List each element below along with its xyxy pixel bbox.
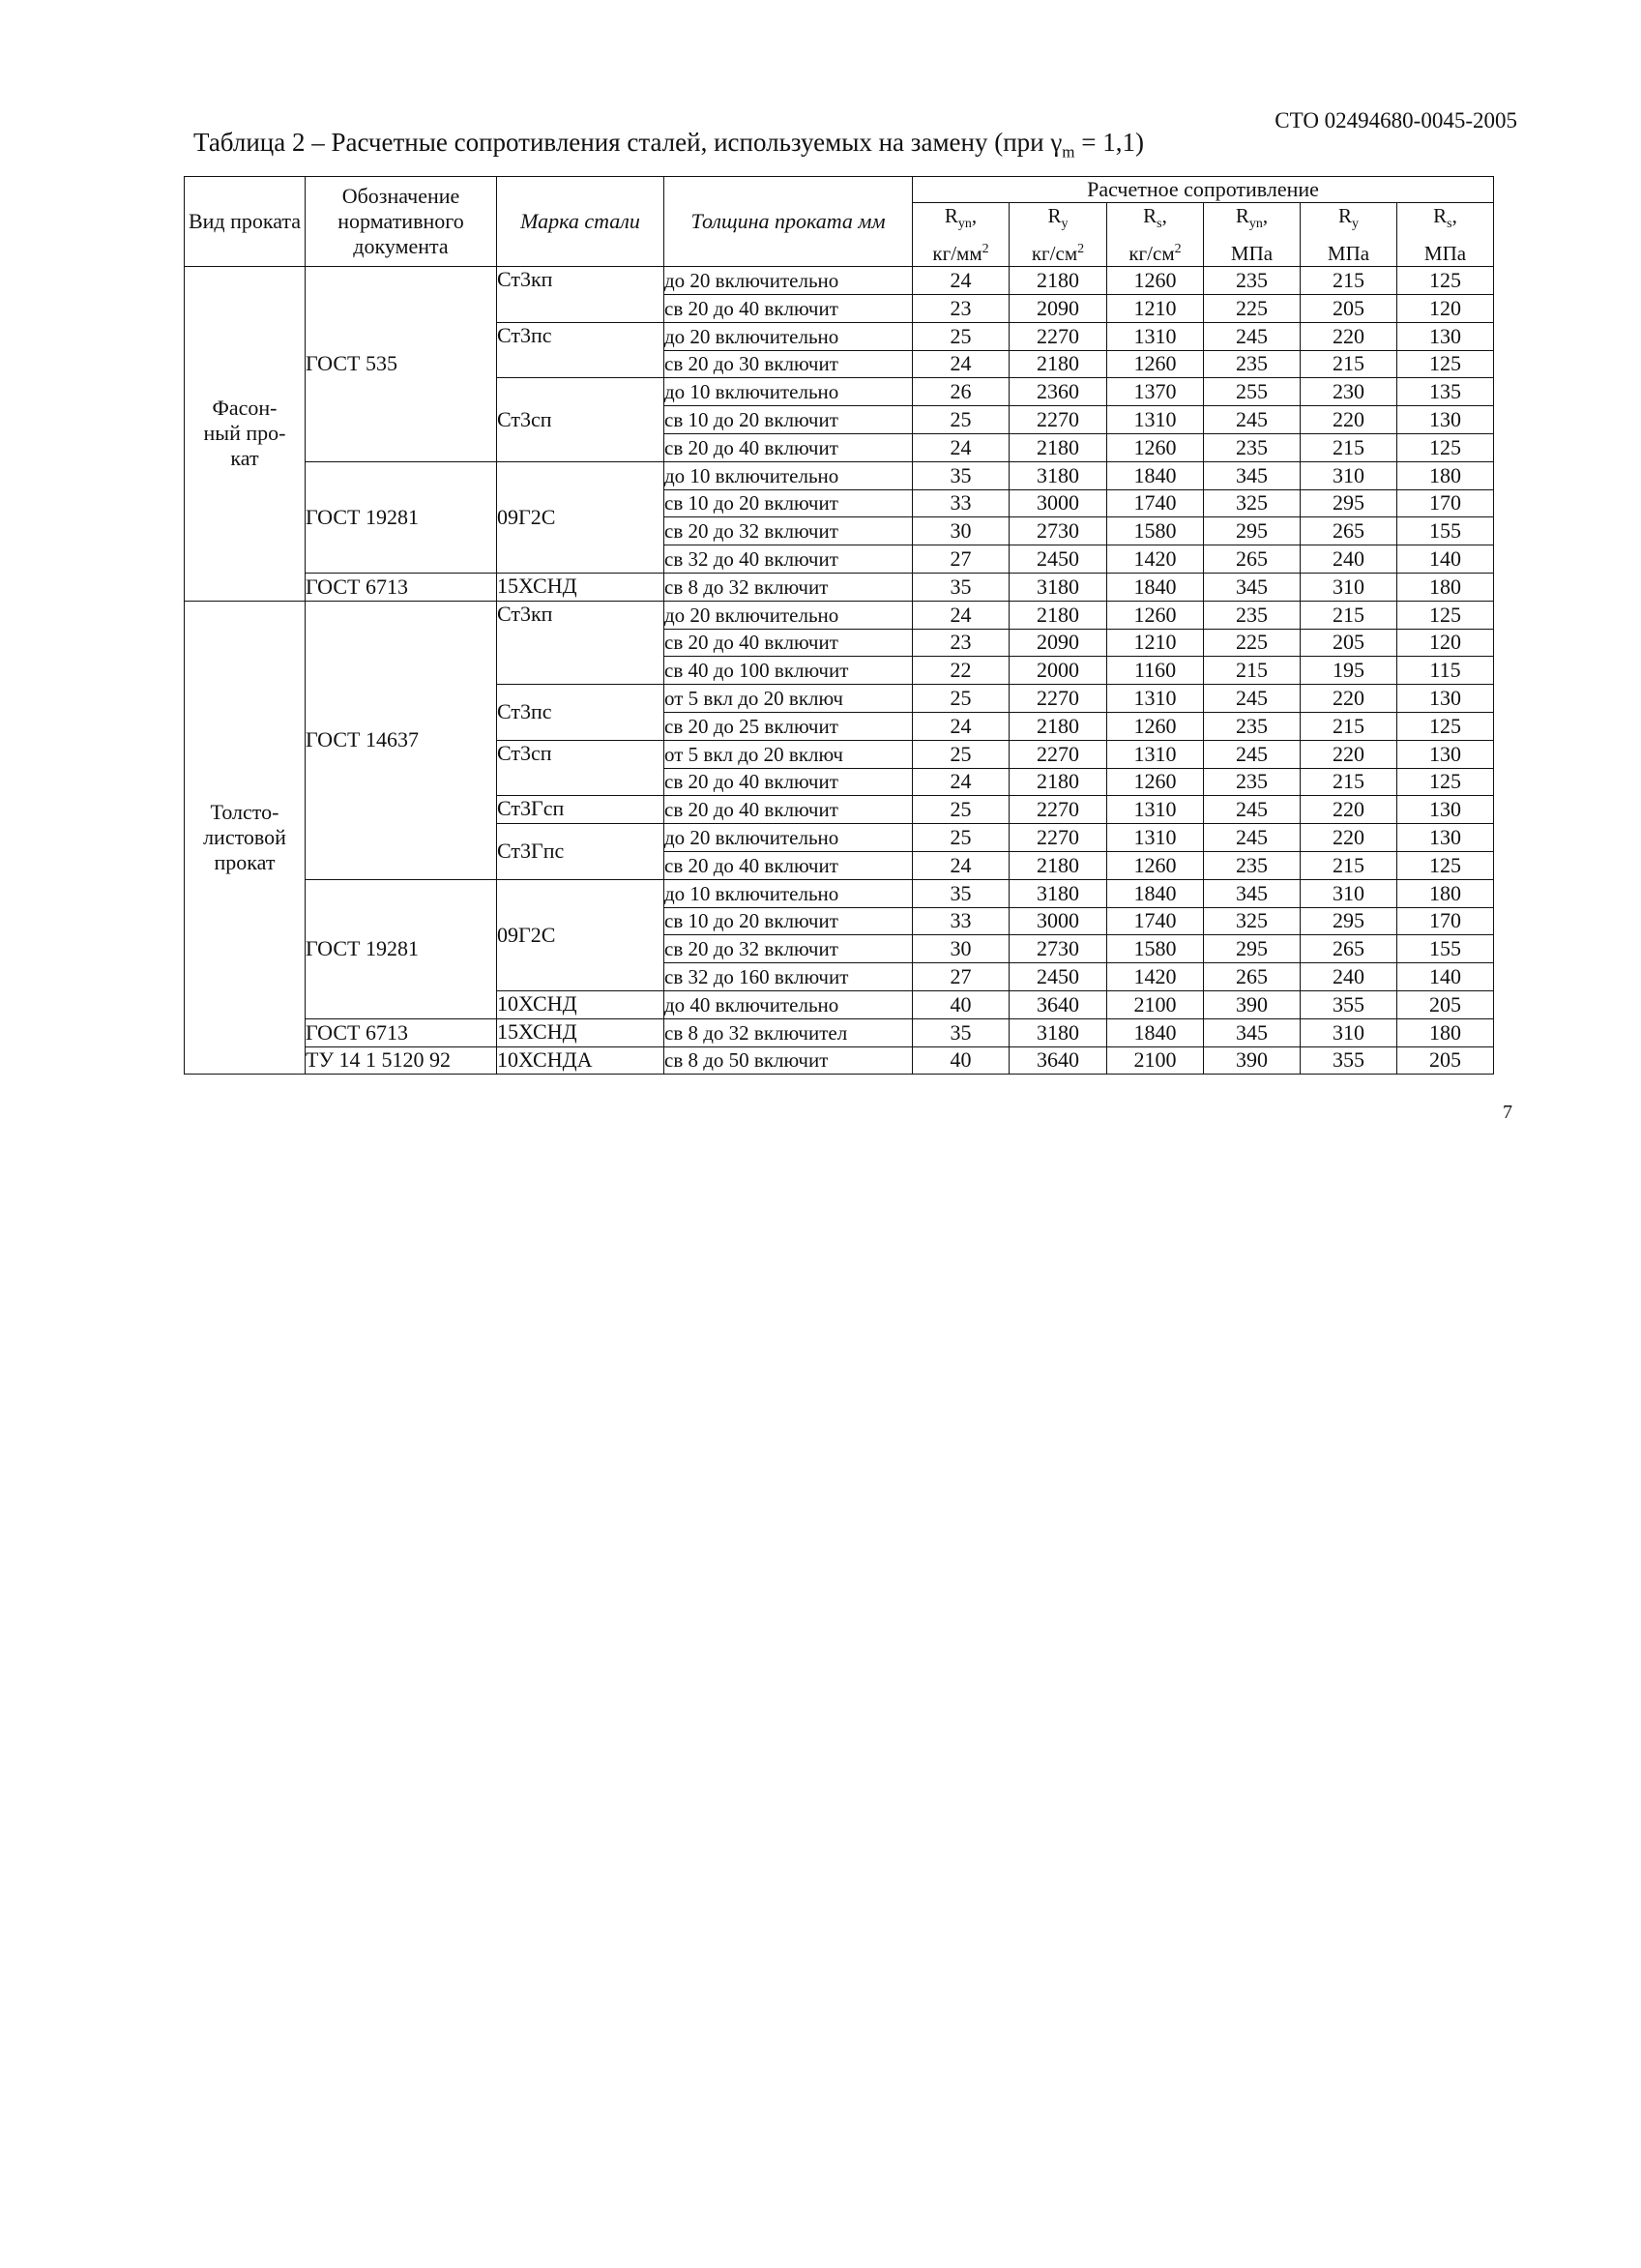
value-cell: 3000 xyxy=(1010,489,1107,517)
symbol: R xyxy=(944,204,958,227)
header-kind: Вид проката xyxy=(185,177,306,267)
value-cell: 2180 xyxy=(1010,601,1107,629)
value-cell: 1840 xyxy=(1107,461,1204,489)
symbol: R xyxy=(1143,204,1157,227)
value-cell: 33 xyxy=(913,489,1010,517)
symbol-separator: , xyxy=(971,204,978,227)
header-unit xyxy=(1107,237,1203,266)
value-cell: 245 xyxy=(1204,824,1301,852)
kind-line: Толсто- xyxy=(210,800,279,825)
table-body xyxy=(185,267,1494,1075)
value-cell: 215 xyxy=(1301,350,1397,378)
thickness-cell: св 20 до 40 включит xyxy=(664,294,913,322)
value-cell: 235 xyxy=(1204,350,1301,378)
value-cell: 325 xyxy=(1204,907,1301,935)
value-cell: 25 xyxy=(913,796,1010,824)
value-cell: 2270 xyxy=(1010,322,1107,350)
value-cell: 235 xyxy=(1204,433,1301,461)
thickness-cell: св 20 до 40 включит xyxy=(664,629,913,657)
value-cell: 245 xyxy=(1204,740,1301,768)
table-row xyxy=(185,461,1494,489)
thickness-cell: св 8 до 50 включит xyxy=(664,1046,913,1075)
value-cell: 245 xyxy=(1204,685,1301,713)
table-row xyxy=(185,1018,1494,1046)
value-cell: 1260 xyxy=(1107,350,1204,378)
value-cell: 2450 xyxy=(1010,545,1107,574)
symbol: R xyxy=(1433,204,1448,227)
header-symbol xyxy=(1301,203,1396,237)
thickness-cell: до 10 включительно xyxy=(664,378,913,406)
symbol: R xyxy=(1047,204,1062,227)
value-cell: 355 xyxy=(1301,1046,1397,1075)
header-unit-4 xyxy=(1301,203,1397,267)
symbol-subscript: s xyxy=(1447,217,1452,232)
thickness-cell: от 5 вкл до 20 включ xyxy=(664,740,913,768)
unit: кг/см xyxy=(1128,242,1175,266)
value-cell: 2270 xyxy=(1010,685,1107,713)
value-cell: 345 xyxy=(1204,573,1301,601)
grade-cell: Ст3сп xyxy=(497,378,664,461)
symbol: R xyxy=(1235,204,1249,227)
value-cell: 180 xyxy=(1397,461,1494,489)
thickness-cell: до 20 включительно xyxy=(664,322,913,350)
value-cell: 130 xyxy=(1397,322,1494,350)
thickness-cell: св 8 до 32 включител xyxy=(664,1018,913,1046)
table-row xyxy=(185,267,1494,295)
value-cell: 25 xyxy=(913,322,1010,350)
header-unit-3 xyxy=(1204,203,1301,267)
kind-line: листовой xyxy=(203,825,286,850)
value-cell: 35 xyxy=(913,879,1010,907)
value-cell: 1310 xyxy=(1107,740,1204,768)
value-cell: 1310 xyxy=(1107,685,1204,713)
symbol-subscript: y xyxy=(1061,217,1069,232)
value-cell: 170 xyxy=(1397,907,1494,935)
thickness-cell: св 20 до 32 включит xyxy=(664,517,913,545)
value-cell: 325 xyxy=(1204,489,1301,517)
value-cell: 130 xyxy=(1397,685,1494,713)
value-cell: 235 xyxy=(1204,601,1301,629)
unit: МПа xyxy=(1423,242,1467,266)
value-cell: 180 xyxy=(1397,879,1494,907)
value-cell: 35 xyxy=(913,1018,1010,1046)
value-cell: 2180 xyxy=(1010,433,1107,461)
symbol: R xyxy=(1337,204,1352,227)
header-grade: Марка стали xyxy=(497,177,664,267)
symbol-subscript: yn xyxy=(1248,217,1263,232)
value-cell: 140 xyxy=(1397,545,1494,574)
value-cell: 1260 xyxy=(1107,712,1204,740)
grade-cell: Ст3Гсп xyxy=(497,796,664,824)
thickness-cell: св 20 до 40 включит xyxy=(664,433,913,461)
value-cell: 25 xyxy=(913,685,1010,713)
thickness-cell: св 20 до 30 включит xyxy=(664,350,913,378)
value-cell: 1210 xyxy=(1107,294,1204,322)
header-symbol xyxy=(1397,203,1493,237)
value-cell: 40 xyxy=(913,1046,1010,1075)
symbol-separator: , xyxy=(1451,204,1457,227)
value-cell: 235 xyxy=(1204,267,1301,295)
value-cell: 1260 xyxy=(1107,433,1204,461)
value-cell: 205 xyxy=(1301,294,1397,322)
value-cell: 310 xyxy=(1301,461,1397,489)
value-cell: 220 xyxy=(1301,685,1397,713)
thickness-cell: св 10 до 20 включит xyxy=(664,406,913,434)
thickness-cell: св 20 до 25 включит xyxy=(664,712,913,740)
value-cell: 1310 xyxy=(1107,322,1204,350)
page-number: 7 xyxy=(1503,1102,1512,1123)
value-cell: 25 xyxy=(913,824,1010,852)
value-cell: 3180 xyxy=(1010,879,1107,907)
value-cell: 180 xyxy=(1397,573,1494,601)
value-cell: 24 xyxy=(913,768,1010,796)
value-cell: 155 xyxy=(1397,517,1494,545)
value-cell: 205 xyxy=(1397,1046,1494,1075)
value-cell: 230 xyxy=(1301,378,1397,406)
value-cell: 205 xyxy=(1397,990,1494,1018)
value-cell: 1260 xyxy=(1107,768,1204,796)
unit: кг/мм xyxy=(932,242,982,266)
grade-cell: 09Г2С xyxy=(497,879,664,990)
grade-cell: Ст3пс xyxy=(497,685,664,741)
kind-cell xyxy=(185,267,306,602)
value-cell: 2270 xyxy=(1010,740,1107,768)
header-unit-0 xyxy=(913,203,1010,267)
symbol-separator: , xyxy=(1161,204,1167,227)
table-row xyxy=(185,601,1494,629)
value-cell: 245 xyxy=(1204,322,1301,350)
doc-cell: ГОСТ 19281 xyxy=(306,461,497,573)
thickness-cell: св 10 до 20 включит xyxy=(664,907,913,935)
value-cell: 215 xyxy=(1301,851,1397,879)
value-cell: 30 xyxy=(913,935,1010,963)
value-cell: 23 xyxy=(913,294,1010,322)
value-cell: 2180 xyxy=(1010,267,1107,295)
value-cell: 240 xyxy=(1301,963,1397,991)
value-cell: 125 xyxy=(1397,350,1494,378)
symbol-subscript: y xyxy=(1352,217,1359,232)
value-cell: 140 xyxy=(1397,963,1494,991)
value-cell: 215 xyxy=(1301,712,1397,740)
value-cell: 220 xyxy=(1301,406,1397,434)
value-cell: 26 xyxy=(913,378,1010,406)
value-cell: 2000 xyxy=(1010,657,1107,685)
value-cell: 220 xyxy=(1301,740,1397,768)
value-cell: 120 xyxy=(1397,294,1494,322)
kind-line: ный про- xyxy=(203,421,286,446)
value-cell: 22 xyxy=(913,657,1010,685)
value-cell: 1260 xyxy=(1107,601,1204,629)
value-cell: 1310 xyxy=(1107,824,1204,852)
header-unit-1 xyxy=(1010,203,1107,267)
grade-cell: 09Г2С xyxy=(497,461,664,573)
value-cell: 125 xyxy=(1397,712,1494,740)
kind-cell xyxy=(185,601,306,1075)
grade-cell: 10ХСНД xyxy=(497,990,664,1018)
thickness-cell: до 40 включительно xyxy=(664,990,913,1018)
value-cell: 2100 xyxy=(1107,990,1204,1018)
grade-cell: Ст3кп xyxy=(497,267,664,323)
table-row xyxy=(185,879,1494,907)
thickness-cell: до 20 включительно xyxy=(664,267,913,295)
grade-cell: Ст3пс xyxy=(497,322,664,378)
unit-superscript: 2 xyxy=(1077,242,1085,257)
header-unit xyxy=(913,237,1009,266)
value-cell: 355 xyxy=(1301,990,1397,1018)
value-cell: 125 xyxy=(1397,851,1494,879)
doc-cell: ГОСТ 14637 xyxy=(306,601,497,879)
header-symbol xyxy=(1010,203,1106,237)
unit: МПа xyxy=(1327,242,1370,266)
value-cell: 265 xyxy=(1204,545,1301,574)
value-cell: 25 xyxy=(913,406,1010,434)
doc-cell: ГОСТ 19281 xyxy=(306,879,497,1018)
value-cell: 265 xyxy=(1301,517,1397,545)
thickness-cell: св 20 до 32 включит xyxy=(664,935,913,963)
symbol-subscript: s xyxy=(1157,217,1162,232)
value-cell: 130 xyxy=(1397,740,1494,768)
value-cell: 390 xyxy=(1204,990,1301,1018)
value-cell: 3640 xyxy=(1010,990,1107,1018)
value-cell: 215 xyxy=(1204,657,1301,685)
value-cell: 235 xyxy=(1204,851,1301,879)
thickness-cell: св 10 до 20 включит xyxy=(664,489,913,517)
value-cell: 2090 xyxy=(1010,294,1107,322)
value-cell: 24 xyxy=(913,712,1010,740)
value-cell: 345 xyxy=(1204,879,1301,907)
table-caption xyxy=(193,128,1144,162)
value-cell: 115 xyxy=(1397,657,1494,685)
value-cell: 130 xyxy=(1397,406,1494,434)
header-unit xyxy=(1397,237,1493,266)
header-resistance-group: Расчетное сопротивление xyxy=(913,177,1494,203)
value-cell: 125 xyxy=(1397,433,1494,461)
value-cell: 1160 xyxy=(1107,657,1204,685)
value-cell: 1840 xyxy=(1107,573,1204,601)
unit-superscript: 2 xyxy=(1174,242,1182,257)
value-cell: 135 xyxy=(1397,378,1494,406)
header-unit xyxy=(1010,237,1106,266)
table-row xyxy=(185,1046,1494,1075)
doc-cell: ГОСТ 6713 xyxy=(306,1018,497,1046)
thickness-cell: св 32 до 160 включит xyxy=(664,963,913,991)
value-cell: 24 xyxy=(913,267,1010,295)
value-cell: 1370 xyxy=(1107,378,1204,406)
value-cell: 1580 xyxy=(1107,935,1204,963)
document-code: СТО 02494680-0045-2005 xyxy=(1275,108,1517,133)
value-cell: 235 xyxy=(1204,712,1301,740)
value-cell: 1420 xyxy=(1107,545,1204,574)
value-cell: 27 xyxy=(913,545,1010,574)
value-cell: 1310 xyxy=(1107,406,1204,434)
value-cell: 30 xyxy=(913,517,1010,545)
header-doc: Обозначение нормативного документа xyxy=(306,177,497,267)
value-cell: 245 xyxy=(1204,796,1301,824)
value-cell: 3180 xyxy=(1010,573,1107,601)
value-cell: 2360 xyxy=(1010,378,1107,406)
header-symbol xyxy=(1107,203,1203,237)
grade-cell: Ст3Гпс xyxy=(497,824,664,880)
caption-suffix: = 1,1) xyxy=(1074,128,1144,157)
value-cell: 215 xyxy=(1301,433,1397,461)
value-cell: 1310 xyxy=(1107,796,1204,824)
value-cell: 2270 xyxy=(1010,824,1107,852)
value-cell: 33 xyxy=(913,907,1010,935)
symbol-subscript: yn xyxy=(957,217,972,232)
value-cell: 265 xyxy=(1204,963,1301,991)
header-unit xyxy=(1204,237,1300,266)
value-cell: 3180 xyxy=(1010,461,1107,489)
value-cell: 2180 xyxy=(1010,712,1107,740)
unit: МПа xyxy=(1230,242,1274,266)
value-cell: 1580 xyxy=(1107,517,1204,545)
header-unit-5 xyxy=(1397,203,1494,267)
header-thickness: Толщина проката мм xyxy=(664,177,913,267)
doc-cell: ГОСТ 6713 xyxy=(306,573,497,601)
thickness-cell: св 20 до 40 включит xyxy=(664,851,913,879)
value-cell: 2180 xyxy=(1010,350,1107,378)
thickness-cell: св 8 до 32 включит xyxy=(664,573,913,601)
kind-line: прокат xyxy=(214,850,276,875)
value-cell: 2730 xyxy=(1010,935,1107,963)
value-cell: 1420 xyxy=(1107,963,1204,991)
value-cell: 295 xyxy=(1301,907,1397,935)
value-cell: 3180 xyxy=(1010,1018,1107,1046)
thickness-cell: св 32 до 40 включит xyxy=(664,545,913,574)
value-cell: 24 xyxy=(913,851,1010,879)
value-cell: 3640 xyxy=(1010,1046,1107,1075)
value-cell: 2180 xyxy=(1010,768,1107,796)
value-cell: 125 xyxy=(1397,267,1494,295)
value-cell: 225 xyxy=(1204,294,1301,322)
value-cell: 195 xyxy=(1301,657,1397,685)
unit: кг/см xyxy=(1031,242,1078,266)
value-cell: 1840 xyxy=(1107,1018,1204,1046)
kind-line: Фасон- xyxy=(212,396,278,421)
thickness-cell: до 10 включительно xyxy=(664,461,913,489)
value-cell: 35 xyxy=(913,461,1010,489)
value-cell: 390 xyxy=(1204,1046,1301,1075)
value-cell: 24 xyxy=(913,350,1010,378)
value-cell: 345 xyxy=(1204,461,1301,489)
header-unit-2 xyxy=(1107,203,1204,267)
value-cell: 130 xyxy=(1397,796,1494,824)
value-cell: 220 xyxy=(1301,796,1397,824)
value-cell: 24 xyxy=(913,601,1010,629)
value-cell: 120 xyxy=(1397,629,1494,657)
value-cell: 35 xyxy=(913,573,1010,601)
value-cell: 2100 xyxy=(1107,1046,1204,1075)
value-cell: 23 xyxy=(913,629,1010,657)
doc-cell: ГОСТ 535 xyxy=(306,267,497,462)
value-cell: 2730 xyxy=(1010,517,1107,545)
value-cell: 125 xyxy=(1397,768,1494,796)
value-cell: 1740 xyxy=(1107,489,1204,517)
value-cell: 295 xyxy=(1204,935,1301,963)
value-cell: 255 xyxy=(1204,378,1301,406)
value-cell: 220 xyxy=(1301,824,1397,852)
table-row xyxy=(185,573,1494,601)
value-cell: 25 xyxy=(913,740,1010,768)
thickness-cell: св 40 до 100 включит xyxy=(664,657,913,685)
header-symbol xyxy=(1204,203,1300,237)
kind-line: кат xyxy=(230,446,259,471)
value-cell: 310 xyxy=(1301,879,1397,907)
value-cell: 345 xyxy=(1204,1018,1301,1046)
value-cell: 1260 xyxy=(1107,267,1204,295)
value-cell: 130 xyxy=(1397,824,1494,852)
value-cell: 245 xyxy=(1204,406,1301,434)
value-cell: 220 xyxy=(1301,322,1397,350)
doc-cell: ТУ 14 1 5120 92 xyxy=(306,1046,497,1075)
caption-subscript: m xyxy=(1062,142,1075,162)
value-cell: 215 xyxy=(1301,601,1397,629)
value-cell: 1740 xyxy=(1107,907,1204,935)
value-cell: 1840 xyxy=(1107,879,1204,907)
value-cell: 2090 xyxy=(1010,629,1107,657)
value-cell: 125 xyxy=(1397,601,1494,629)
header-unit xyxy=(1301,237,1396,266)
value-cell: 310 xyxy=(1301,1018,1397,1046)
value-cell: 170 xyxy=(1397,489,1494,517)
thickness-cell: до 10 включительно xyxy=(664,879,913,907)
value-cell: 27 xyxy=(913,963,1010,991)
value-cell: 295 xyxy=(1204,517,1301,545)
grade-cell: 10ХСНДА xyxy=(497,1046,664,1075)
value-cell: 235 xyxy=(1204,768,1301,796)
value-cell: 240 xyxy=(1301,545,1397,574)
value-cell: 2450 xyxy=(1010,963,1107,991)
resistance-table xyxy=(184,176,1494,1075)
thickness-cell: св 20 до 40 включит xyxy=(664,768,913,796)
value-cell: 40 xyxy=(913,990,1010,1018)
value-cell: 205 xyxy=(1301,629,1397,657)
value-cell: 215 xyxy=(1301,267,1397,295)
value-cell: 180 xyxy=(1397,1018,1494,1046)
thickness-cell: до 20 включительно xyxy=(664,601,913,629)
value-cell: 265 xyxy=(1301,935,1397,963)
unit-superscript: 2 xyxy=(982,242,989,257)
thickness-cell: св 20 до 40 включит xyxy=(664,796,913,824)
value-cell: 3000 xyxy=(1010,907,1107,935)
value-cell: 225 xyxy=(1204,629,1301,657)
thickness-cell: от 5 вкл до 20 включ xyxy=(664,685,913,713)
value-cell: 310 xyxy=(1301,573,1397,601)
thickness-cell: до 20 включительно xyxy=(664,824,913,852)
caption-prefix: Таблица 2 – Расчетные сопротивления сталей, используемых на замену (при γ xyxy=(193,128,1063,157)
value-cell: 2180 xyxy=(1010,851,1107,879)
grade-cell: 15ХСНД xyxy=(497,573,664,601)
value-cell: 155 xyxy=(1397,935,1494,963)
value-cell: 295 xyxy=(1301,489,1397,517)
value-cell: 215 xyxy=(1301,768,1397,796)
grade-cell: Ст3сп xyxy=(497,740,664,796)
grade-cell: 15ХСНД xyxy=(497,1018,664,1046)
value-cell: 2270 xyxy=(1010,406,1107,434)
header-symbol xyxy=(913,203,1009,237)
symbol-separator: , xyxy=(1262,204,1269,227)
value-cell: 2270 xyxy=(1010,796,1107,824)
value-cell: 1260 xyxy=(1107,851,1204,879)
grade-cell: Ст3кп xyxy=(497,601,664,684)
value-cell: 24 xyxy=(913,433,1010,461)
value-cell: 1210 xyxy=(1107,629,1204,657)
